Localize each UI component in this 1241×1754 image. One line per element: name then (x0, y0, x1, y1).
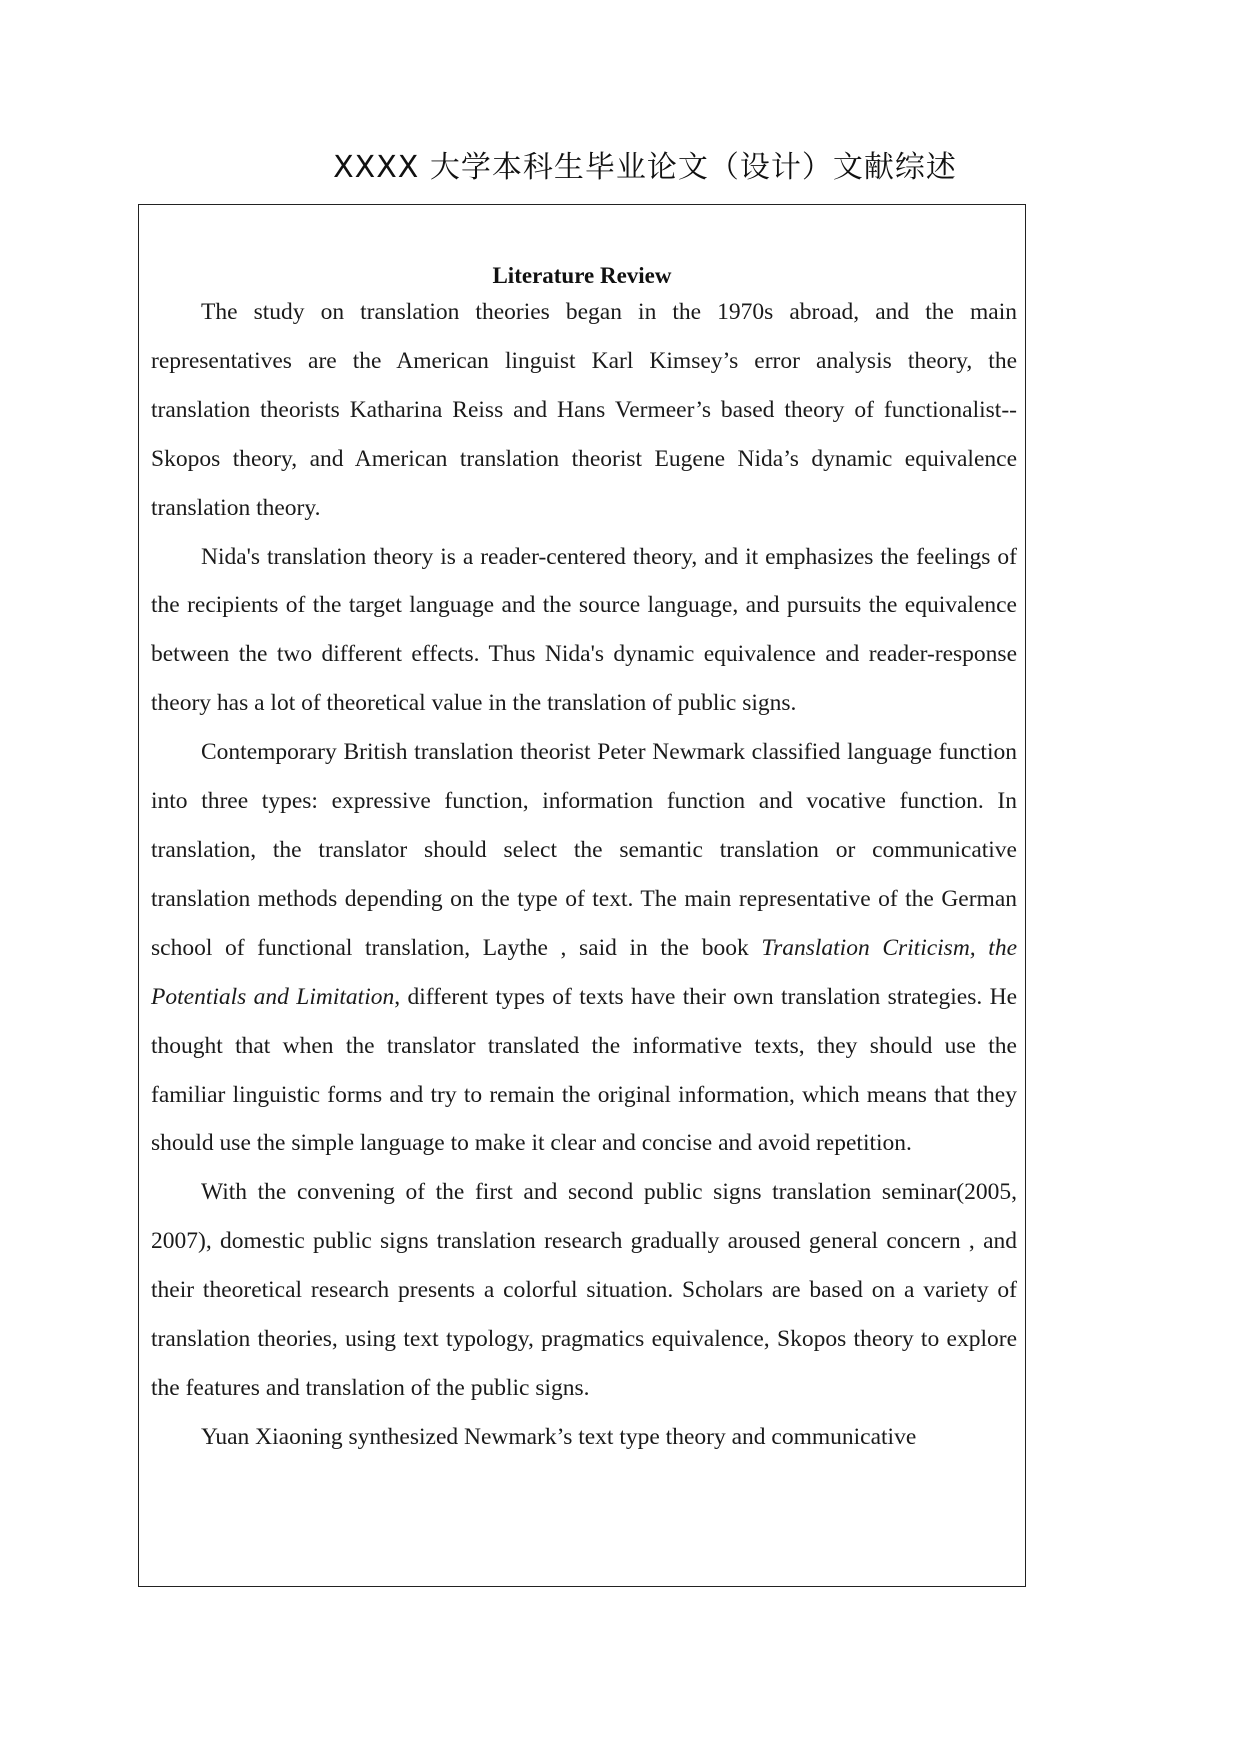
literature-review-body (151, 288, 1017, 1462)
literature-review-box (138, 204, 1026, 1587)
paragraph-5: Yuan Xiaoning synthesized Newmark’s text type theory and communicative (201, 1423, 917, 1450)
paragraph-3 (151, 728, 1017, 1168)
page-header-title: XXXX 大学本科生毕业论文（设计）文献综述 (333, 150, 957, 185)
paragraph-2: Nida's translation theory is a reader-centered theory, and it emphasizes the feelings of the recipients of the target language and the source language, and pursuits the equivalence between the two different effects. Thus Nida's dynamic equivalence and reader-response theory has a lot of theoretical value in the translation of public signs. (151, 543, 1017, 717)
paragraph-3-text-before: Contemporary British translation theorist Peter Newmark classified language function into three types: expressive function, information function and vocative function. In translation, the translator should select the semantic translation or communicative translation methods depending on the type of text. The main representative of the German school of functional translation, Laythe , said in the book (151, 739, 1017, 961)
literature-review-heading: Literature Review (492, 263, 672, 288)
paragraph-1: The study on translation theories began in the 1970s abroad, and the main representatives are the American linguist Karl Kimsey’s error analysis theory, the translation theorists Katharina Reiss and Hans Vermeer’s based theory of functionalist--Skopos theory, and American translation theorist Eugene Nida’s dynamic equivalence translation theory. (151, 299, 1017, 521)
paragraph-4: With the convening of the first and second public signs translation seminar(2005, 2007), domestic public signs translation research gradually aroused general concern , and their theoretical research presents a colorful situation. Scholars are based on a variety of translation theories, using text typology, pragmatics equivalence, Skopos theory to explore the features and translation of the public signs. (151, 1179, 1017, 1401)
paragraph-3-text-after: , different types of texts have their own translation strategies. He thought that when the translator translated the informative texts, they should use the familiar linguistic forms and try to remain the original information, which means that they should use the simple language to make it clear and concise and avoid repetition. (151, 983, 1017, 1157)
book-title: Translation Criticism, the Potentials and Limitation (151, 934, 1017, 1010)
